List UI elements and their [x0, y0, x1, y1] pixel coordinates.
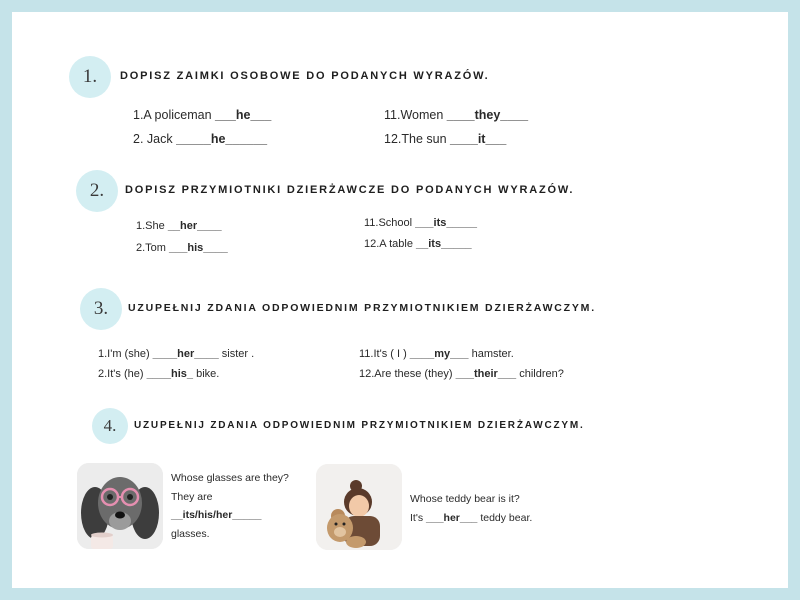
section-1-item-12: [384, 132, 506, 146]
item-answer: ____my___: [409, 348, 469, 360]
item-prefix: 11.It's ( I ): [359, 348, 410, 360]
item-prefix: 12.The sun: [384, 132, 451, 146]
worksheet-page: [12, 12, 788, 588]
item-answer: _____he______: [176, 132, 268, 146]
section-1-item-11: [384, 108, 528, 122]
item-answer: ___their___: [455, 368, 517, 380]
question-4-1-question: Whose glasses are they?: [171, 472, 289, 484]
section-2-item-11: [364, 217, 477, 229]
question-4-1-line4: glasses.: [171, 527, 210, 540]
question-4-1-text: [171, 469, 289, 543]
item-suffix: sister .: [218, 348, 255, 360]
section-3-item-12: [359, 368, 564, 380]
section-1-item-1: [133, 108, 271, 122]
question-4-1-answer: __its/his/her_____: [171, 509, 262, 521]
item-prefix: 1.I'm (she): [98, 348, 153, 360]
item-prefix: 2.Tom: [136, 242, 170, 254]
girl-teddy-illustration: [316, 464, 402, 550]
section-2-item-1: [136, 220, 222, 232]
item-suffix: bike.: [193, 368, 220, 380]
item-prefix: 11.Women: [384, 108, 447, 122]
answer-blank: ___her___: [426, 511, 478, 524]
answer-suffix: teddy bear.: [477, 511, 533, 524]
item-answer: __its_____: [416, 238, 472, 250]
section-2-item-12: [364, 238, 472, 250]
dog-with-glasses-photo: [77, 463, 163, 549]
item-answer: ____her____: [152, 348, 219, 360]
section-1-item-2: [133, 132, 267, 146]
item-suffix: children?: [516, 368, 564, 380]
section-3-item-1: [98, 348, 254, 360]
item-prefix: 2. Jack: [133, 132, 177, 146]
section-3-item-2: [98, 368, 219, 380]
section-4-heading: UZUPEŁNIJ ZDANIA ODPOWIEDNIM PRZYMIOTNIKIEM DZIERŻAWCZYM.: [134, 420, 585, 431]
item-answer: ___his____: [169, 242, 228, 254]
item-prefix: 1.She: [136, 220, 168, 232]
question-4-2-answer-line: [410, 509, 532, 528]
section-2-item-2: [136, 242, 228, 254]
item-prefix: 2.It's (he): [98, 368, 147, 380]
dog-illustration: [77, 463, 163, 549]
item-prefix: 1.A policeman: [133, 108, 215, 122]
section-2-number: 2.: [76, 170, 118, 212]
section-1-number: 1.: [69, 56, 111, 98]
section-1-heading: DOPISZ ZAIMKI OSOBOWE DO PODANYCH WYRAZÓW.: [120, 70, 490, 82]
section-3-heading: UZUPEŁNIJ ZDANIA ODPOWIEDNIM PRZYMIOTNIKIEM DZIERŻAWCZYM.: [128, 302, 596, 314]
item-answer: ____they____: [446, 108, 529, 122]
item-answer: ____it___: [450, 132, 507, 146]
item-answer: ___its_____: [415, 217, 477, 229]
question-4-2-text: [410, 490, 532, 527]
section-2-heading: DOPISZ PRZYMIOTNIKI DZIERŻAWCZE DO PODANYCH WYRAZÓW.: [125, 184, 575, 196]
item-answer: ___he___: [215, 108, 272, 122]
section-3-item-11: [359, 348, 514, 360]
item-answer: ____his_: [146, 368, 194, 380]
item-suffix: hamster.: [468, 348, 514, 360]
item-prefix: 12.Are these (they): [359, 368, 456, 380]
item-prefix: 12.A table: [364, 238, 416, 250]
section-3-number: 3.: [80, 288, 122, 330]
section-4-number: 4.: [92, 408, 128, 444]
item-answer: __her____: [167, 220, 222, 232]
question-4-1-line2: They are: [171, 490, 213, 503]
item-prefix: 11.School: [364, 217, 416, 229]
answer-prefix: It's: [410, 511, 427, 524]
question-4-2-question: Whose teddy bear is it?: [410, 493, 520, 505]
girl-with-teddy-bear-photo: [316, 464, 402, 550]
